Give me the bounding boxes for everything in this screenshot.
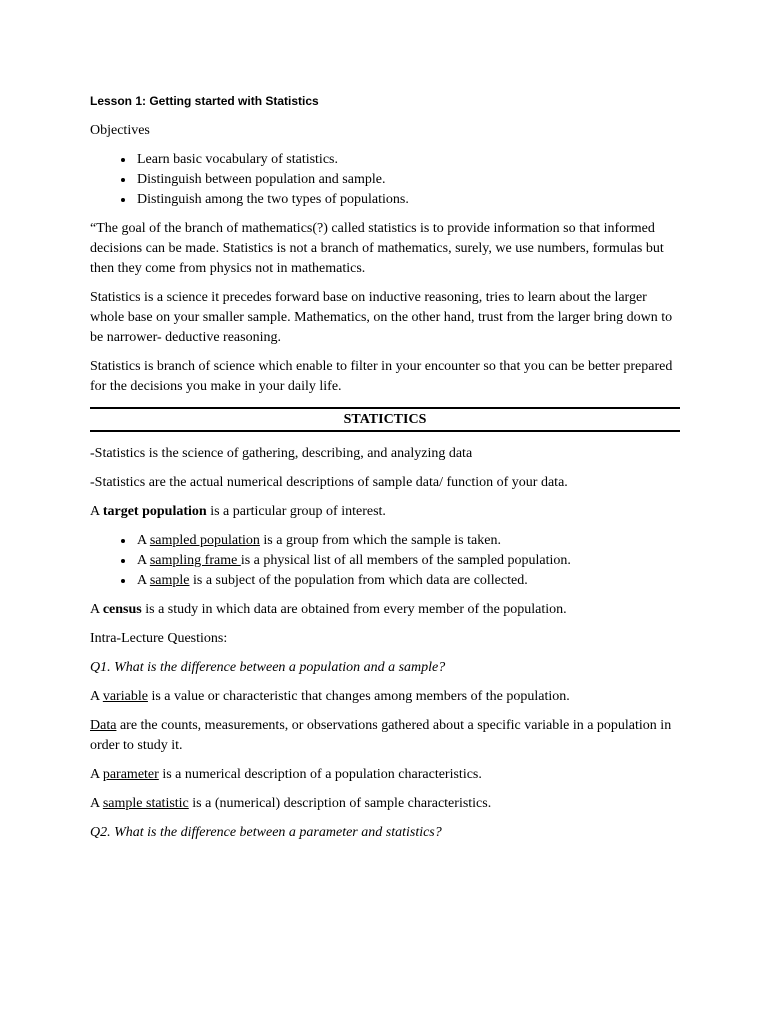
objective-item: • Learn basic vocabulary of statistics. bbox=[135, 150, 680, 170]
objective-item: • Distinguish between population and sample. bbox=[135, 170, 680, 190]
term-variable: variable bbox=[102, 689, 148, 704]
definition-line: -Statistics is the science of gathering, describing, and analyzing data bbox=[90, 446, 473, 461]
term-parameter: parameter bbox=[102, 767, 159, 782]
objectives-list bbox=[90, 150, 680, 210]
question-1: Q1. What is the difference between a population and a sample? bbox=[90, 660, 446, 675]
definition-text: is a value or characteristic that changes among members of the population. bbox=[147, 689, 570, 704]
sample-statistic-definition bbox=[90, 794, 680, 814]
list-item bbox=[135, 551, 680, 571]
definition-text: is a particular group of interest. bbox=[206, 504, 386, 519]
intro-paragraph: “The goal of the branch of mathematics(?) called statistics is to provide information so that informed decisions can be made. Statistics is not a branch of mathematics, surely, we use numbers, formulas but then they come from physics not in mathematics. bbox=[90, 221, 664, 276]
prefix-text: A bbox=[137, 533, 150, 548]
census-definition bbox=[90, 600, 680, 620]
definition-text: is a study in which data are obtained from every member of the population. bbox=[141, 602, 567, 617]
population-terms-list bbox=[90, 531, 680, 591]
prefix-text: A bbox=[90, 689, 103, 704]
list-item bbox=[135, 531, 680, 551]
objectives-heading: Objectives bbox=[90, 123, 150, 138]
definition-text: is a subject of the population from which data are collected. bbox=[189, 573, 528, 588]
data-definition bbox=[90, 716, 680, 756]
prefix-text: A bbox=[90, 504, 103, 519]
intro-paragraph: Statistics is branch of science which enable to filter in your encounter so that you can be better prepared for the decisions you make in your daily life. bbox=[90, 359, 673, 394]
term-target-population: target population bbox=[102, 504, 207, 519]
prefix-text: A bbox=[137, 553, 150, 568]
definition-text: is a (numerical) description of sample characteristics. bbox=[188, 796, 492, 811]
lesson-title: Lesson 1: Getting started with Statistics bbox=[90, 94, 319, 108]
prefix-text: A bbox=[137, 573, 150, 588]
term-sample-statistic: sample statistic bbox=[102, 796, 189, 811]
intro-paragraph: Statistics is a science it precedes forward base on inductive reasoning, tries to learn about the larger whole base on your smaller sample. Mathematics, on the other hand, trust from the larger bring down to be narrower- deductive reasoning. bbox=[90, 290, 673, 345]
term-sampling-frame: sampling frame bbox=[149, 553, 241, 568]
variable-definition bbox=[90, 687, 680, 707]
prefix-text: A bbox=[90, 796, 103, 811]
definition-line: -Statistics are the actual numerical descriptions of sample data/ function of your data. bbox=[90, 475, 568, 490]
definition-text: is a group from which the sample is taken. bbox=[259, 533, 501, 548]
definition-text: are the counts, measurements, or observations gathered about a specific variable in a population in order to study it. bbox=[90, 718, 672, 753]
list-item bbox=[135, 571, 680, 591]
term-sample: sample bbox=[149, 573, 190, 588]
definition-text: is a numerical description of a population characteristics. bbox=[158, 767, 482, 782]
term-data: Data bbox=[90, 718, 117, 733]
objective-item: • Distinguish among the two types of populations. bbox=[135, 190, 680, 210]
parameter-definition bbox=[90, 765, 680, 785]
question-2: Q2. What is the difference between a parameter and statistics? bbox=[90, 825, 442, 840]
definition-text: is a physical list of all members of the sampled population. bbox=[240, 553, 571, 568]
term-census: census bbox=[102, 602, 142, 617]
term-sampled-population: sampled population bbox=[149, 533, 260, 548]
intra-lecture-heading: Intra-Lecture Questions: bbox=[90, 631, 228, 646]
prefix-text: A bbox=[90, 767, 103, 782]
section-heading: STATICTICS bbox=[90, 407, 680, 432]
prefix-text: A bbox=[90, 602, 103, 617]
target-population-definition bbox=[90, 502, 680, 522]
document-page bbox=[90, 92, 680, 852]
